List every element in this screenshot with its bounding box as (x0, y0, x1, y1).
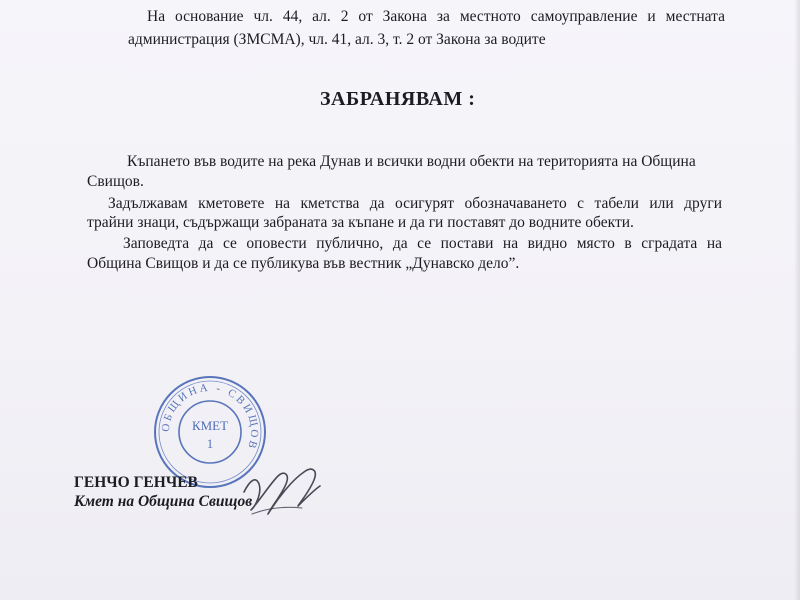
preamble-line-1: На основание чл. 44, ал. 2 от Закона за местното самоуправление и местната (147, 8, 725, 25)
order-1-line-2: Свищов. (87, 173, 144, 190)
order-2-line-1: Задължавам кметовете на кметства да осигурят обозначаването с табели или други (108, 195, 722, 212)
seal-number: 1 (206, 436, 214, 451)
order-1-line-1: Къпането във водите на река Дунав и всички водни обекти на територията на Община (127, 153, 696, 170)
signatory-title: Кмет на Община Свищов (74, 493, 253, 510)
signatory-name: ГЕНЧО ГЕНЧЕВ (74, 474, 198, 491)
preamble-line-2: администрация (ЗМСМА), чл. 41, ал. 3, т. 2 от Закона за водите (128, 31, 546, 48)
handwritten-signature (232, 440, 352, 530)
seal-ring-text: ОБЩИНА - СВИЩОВ (159, 381, 261, 453)
order-3-line-2: Община Свищов и да се публикува във вестник „Дунавско дело”. (87, 255, 520, 272)
seal-center-text: КМЕТ (191, 418, 229, 433)
order-3-line-1: Заповедта да се оповести публично, да се постави на видно място в сградата на (123, 235, 722, 252)
document-heading: ЗАБРАНЯВАМ : (320, 88, 476, 110)
order-2-line-2: трайни знаци, съдържащи забраната за къпане и да ги поставят до водните обекти. (87, 214, 634, 231)
